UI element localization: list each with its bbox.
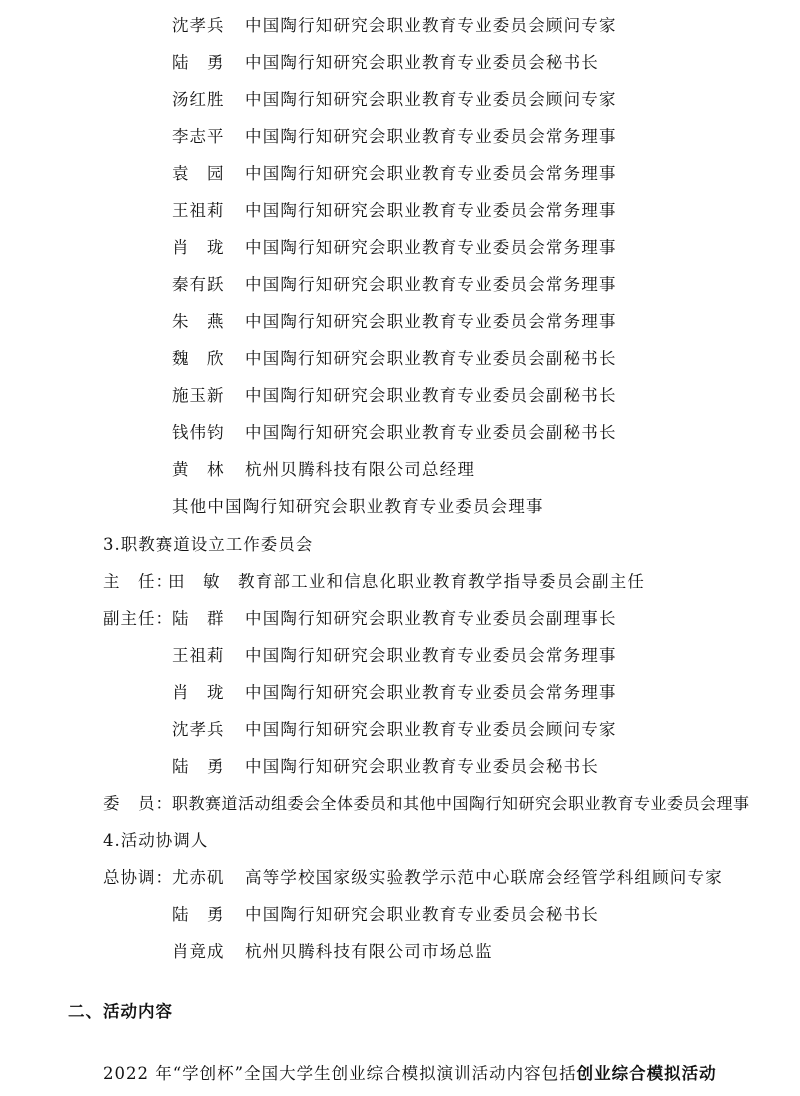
member-name: 秦有跃: [172, 275, 225, 294]
member-name: 汤红胜: [172, 90, 225, 109]
paragraph-text: [103, 1062, 717, 1086]
member-name: 沈孝兵: [172, 720, 225, 739]
member-name: 黄 林: [172, 460, 225, 479]
member-role: 中国陶行知研究会职业教育专业委员会副理事长: [245, 609, 617, 628]
member-name: 肖 珑: [172, 683, 225, 702]
director-label: 主 任：: [103, 572, 173, 591]
lead-coordinator-label: 总协调：: [103, 868, 173, 887]
member-role: 中国陶行知研究会职业教育专业委员会常务理事: [245, 164, 617, 183]
member-name: 陆 群: [172, 609, 225, 628]
member-role: 杭州贝腾科技有限公司市场总监: [245, 942, 493, 961]
member-role: 中国陶行知研究会职业教育专业委员会副秘书长: [245, 349, 617, 368]
deputy-label: 副主任：: [103, 609, 173, 628]
paragraph-bold-text: 创业综合模拟活动: [576, 1064, 717, 1083]
member-name: 朱 燕: [172, 312, 225, 331]
member-name: 魏 欣: [172, 349, 225, 368]
member-role: 中国陶行知研究会职业教育专业委员会副秘书长: [245, 423, 617, 442]
section-two-title: 二、活动内容: [68, 1002, 173, 1021]
member-name: 肖竟成: [172, 942, 225, 961]
member-name: 王祖莉: [172, 646, 225, 665]
member-name: 李志平: [172, 127, 225, 146]
member-role: 杭州贝腾科技有限公司总经理: [245, 460, 476, 479]
member-label: 委 员：: [103, 794, 173, 813]
member-role: 中国陶行知研究会职业教育专业委员会秘书长: [245, 905, 599, 924]
member-name: 陆 勇: [172, 757, 225, 776]
member-role: 中国陶行知研究会职业教育专业委员会常务理事: [245, 238, 617, 257]
member-role: 中国陶行知研究会职业教育专业委员会顾问专家: [245, 16, 617, 35]
director-name: 田 敏: [168, 572, 221, 591]
member-name: 钱伟钧: [172, 423, 225, 442]
member-role: 中国陶行知研究会职业教育专业委员会常务理事: [245, 275, 617, 294]
member-role: 高等学校国家级实验教学示范中心联席会经管学科组顾问专家: [245, 868, 723, 887]
director-role: 教育部工业和信息化职业教育教学指导委员会副主任: [238, 572, 646, 591]
member-role: 中国陶行知研究会职业教育专业委员会副秘书长: [245, 386, 617, 405]
member-role: 中国陶行知研究会职业教育专业委员会秘书长: [245, 757, 599, 776]
member-name: 沈孝兵: [172, 16, 225, 35]
paragraph-normal-text: 2022 年“学创杯”全国大学生创业综合模拟演训活动内容包括: [103, 1064, 577, 1083]
member-role: 中国陶行知研究会职业教育专业委员会顾问专家: [245, 720, 617, 739]
member-name: 王祖莉: [172, 201, 225, 220]
member-name: 尤赤矶: [172, 868, 225, 887]
member-name: 肖 珑: [172, 238, 225, 257]
member-name: 袁 园: [172, 164, 225, 183]
member-text: 职教赛道活动组委会全体委员和其他中国陶行知研究会职业教育专业委员会理事: [172, 794, 750, 813]
section-3-heading: 3.职教赛道设立工作委员会: [103, 535, 314, 554]
section-4-heading: 4.活动协调人: [103, 831, 209, 850]
member-role: 中国陶行知研究会职业教育专业委员会常务理事: [245, 683, 617, 702]
member-role: 中国陶行知研究会职业教育专业委员会常务理事: [245, 646, 617, 665]
other-members-text: 其他中国陶行知研究会职业教育专业委员会理事: [172, 497, 544, 516]
member-name: 陆 勇: [172, 53, 225, 72]
member-role: 中国陶行知研究会职业教育专业委员会常务理事: [245, 312, 617, 331]
member-role: 中国陶行知研究会职业教育专业委员会常务理事: [245, 127, 617, 146]
member-name: 施玉新: [172, 386, 225, 405]
member-role: 中国陶行知研究会职业教育专业委员会秘书长: [245, 53, 599, 72]
member-role: 中国陶行知研究会职业教育专业委员会顾问专家: [245, 90, 617, 109]
member-name: 陆 勇: [172, 905, 225, 924]
member-role: 中国陶行知研究会职业教育专业委员会常务理事: [245, 201, 617, 220]
